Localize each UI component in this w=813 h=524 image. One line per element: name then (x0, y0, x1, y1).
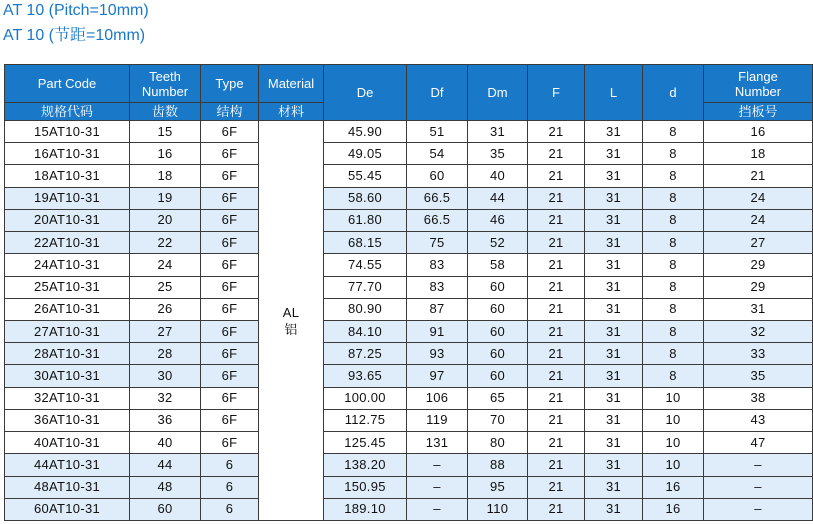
df-cell: 54 (407, 143, 468, 165)
de-cell: 84.10 (324, 320, 407, 342)
dm-cell: 60 (468, 298, 528, 320)
l-cell: 31 (585, 476, 643, 498)
df-cell: 83 (407, 254, 468, 276)
type-cell: 6F (201, 121, 259, 143)
type-cell: 6F (201, 276, 259, 298)
df-cell: 51 (407, 121, 468, 143)
df-cell: – (407, 498, 468, 520)
d-cell: 8 (643, 121, 704, 143)
flange-cell: 18 (704, 143, 813, 165)
type-cell: 6 (201, 476, 259, 498)
part-code-cell: 16AT10-31 (5, 143, 130, 165)
header-teeth-line1: Teeth (149, 68, 181, 84)
teeth-cell: 30 (130, 365, 201, 387)
df-cell: 106 (407, 387, 468, 409)
part-code-cell: 24AT10-31 (5, 254, 130, 276)
de-cell: 55.45 (324, 165, 407, 187)
table-row (5, 298, 813, 320)
table-row (5, 209, 813, 231)
df-cell: 60 (407, 165, 468, 187)
de-cell: 61.80 (324, 209, 407, 231)
flange-cell: 38 (704, 387, 813, 409)
teeth-cell: 16 (130, 143, 201, 165)
l-cell: 31 (585, 298, 643, 320)
df-cell: 91 (407, 320, 468, 342)
df-cell: 119 (407, 409, 468, 431)
l-cell: 31 (585, 432, 643, 454)
teeth-cell: 27 (130, 320, 201, 342)
page-title-pitch-cn: AT 10 (节距=10mm) (3, 27, 146, 44)
de-cell: 45.90 (324, 121, 407, 143)
header-dm: Dm (468, 65, 528, 121)
d-cell: 8 (643, 254, 704, 276)
df-cell: 131 (407, 432, 468, 454)
table-row (5, 387, 813, 409)
type-cell: 6F (201, 254, 259, 276)
d-cell: 8 (643, 165, 704, 187)
table-row (5, 143, 813, 165)
l-cell: 31 (585, 454, 643, 476)
l-cell: 31 (585, 209, 643, 231)
part-code-cell: 32AT10-31 (5, 387, 130, 409)
f-cell: 21 (528, 365, 585, 387)
f-cell: 21 (528, 476, 585, 498)
flange-cell: 33 (704, 343, 813, 365)
dm-cell: 44 (468, 187, 528, 209)
header-flange-line2: Number (734, 83, 782, 99)
df-cell: 97 (407, 365, 468, 387)
f-cell: 21 (528, 187, 585, 209)
header-material: Material (259, 65, 324, 103)
material-en: AL (282, 304, 300, 320)
header-teeth-number (130, 65, 201, 103)
df-cell: 66.5 (407, 187, 468, 209)
header-material-cn: 材料 (259, 103, 324, 121)
header-l: L (585, 65, 643, 121)
de-cell: 74.55 (324, 254, 407, 276)
material-cn: 铝 (284, 321, 298, 337)
l-cell: 31 (585, 365, 643, 387)
de-cell: 93.65 (324, 365, 407, 387)
header-f: F (528, 65, 585, 121)
dm-cell: 88 (468, 454, 528, 476)
d-cell: 8 (643, 365, 704, 387)
teeth-cell: 15 (130, 121, 201, 143)
header-flange-cn: 挡板号 (704, 103, 813, 121)
l-cell: 31 (585, 498, 643, 520)
table-row (5, 165, 813, 187)
df-cell: – (407, 476, 468, 498)
header-de: De (324, 65, 407, 121)
dm-cell: 70 (468, 409, 528, 431)
header-teeth-cn: 齿数 (130, 103, 201, 121)
teeth-cell: 48 (130, 476, 201, 498)
type-cell: 6F (201, 343, 259, 365)
table-row (5, 232, 813, 254)
de-cell: 80.90 (324, 298, 407, 320)
d-cell: 8 (643, 343, 704, 365)
part-code-cell: 60AT10-31 (5, 498, 130, 520)
l-cell: 31 (585, 165, 643, 187)
header-part-code: Part Code (5, 65, 130, 103)
type-cell: 6 (201, 454, 259, 476)
df-cell: – (407, 454, 468, 476)
de-cell: 125.45 (324, 432, 407, 454)
header-part-code-cn: 规格代码 (5, 103, 130, 121)
d-cell: 10 (643, 432, 704, 454)
d-cell: 16 (643, 498, 704, 520)
f-cell: 21 (528, 209, 585, 231)
page-title-pitch-en: AT 10 (Pitch=10mm) (3, 2, 149, 19)
f-cell: 21 (528, 432, 585, 454)
d-cell: 10 (643, 454, 704, 476)
dm-cell: 60 (468, 276, 528, 298)
de-cell: 77.70 (324, 276, 407, 298)
flange-cell: 24 (704, 209, 813, 231)
d-cell: 8 (643, 276, 704, 298)
table-row (5, 320, 813, 342)
dm-cell: 110 (468, 498, 528, 520)
df-cell: 66.5 (407, 209, 468, 231)
de-cell: 100.00 (324, 387, 407, 409)
header-df: Df (407, 65, 468, 121)
type-cell: 6F (201, 165, 259, 187)
f-cell: 21 (528, 276, 585, 298)
flange-cell: 47 (704, 432, 813, 454)
flange-cell: 29 (704, 254, 813, 276)
flange-cell: 27 (704, 232, 813, 254)
dm-cell: 60 (468, 365, 528, 387)
part-code-cell: 44AT10-31 (5, 454, 130, 476)
f-cell: 21 (528, 320, 585, 342)
f-cell: 21 (528, 498, 585, 520)
part-code-cell: 18AT10-31 (5, 165, 130, 187)
type-cell: 6F (201, 232, 259, 254)
df-cell: 75 (407, 232, 468, 254)
header-d: d (643, 65, 704, 121)
type-cell: 6F (201, 365, 259, 387)
flange-cell: 35 (704, 365, 813, 387)
part-code-cell: 15AT10-31 (5, 121, 130, 143)
flange-cell: 32 (704, 320, 813, 342)
l-cell: 31 (585, 187, 643, 209)
table-row (5, 476, 813, 498)
flange-cell: 29 (704, 276, 813, 298)
type-cell: 6 (201, 498, 259, 520)
f-cell: 21 (528, 232, 585, 254)
dm-cell: 35 (468, 143, 528, 165)
teeth-cell: 28 (130, 343, 201, 365)
type-cell: 6F (201, 209, 259, 231)
flange-cell: 16 (704, 121, 813, 143)
type-cell: 6F (201, 298, 259, 320)
part-code-cell: 40AT10-31 (5, 432, 130, 454)
type-cell: 6F (201, 432, 259, 454)
dm-cell: 31 (468, 121, 528, 143)
l-cell: 31 (585, 143, 643, 165)
teeth-cell: 44 (130, 454, 201, 476)
l-cell: 31 (585, 387, 643, 409)
part-code-cell: 36AT10-31 (5, 409, 130, 431)
table-row (5, 498, 813, 520)
spec-table (4, 64, 813, 521)
part-code-cell: 26AT10-31 (5, 298, 130, 320)
table-row (5, 432, 813, 454)
dm-cell: 46 (468, 209, 528, 231)
d-cell: 8 (643, 232, 704, 254)
teeth-cell: 36 (130, 409, 201, 431)
df-cell: 93 (407, 343, 468, 365)
l-cell: 31 (585, 276, 643, 298)
teeth-cell: 26 (130, 298, 201, 320)
l-cell: 31 (585, 254, 643, 276)
d-cell: 8 (643, 209, 704, 231)
f-cell: 21 (528, 254, 585, 276)
l-cell: 31 (585, 320, 643, 342)
part-code-cell: 30AT10-31 (5, 365, 130, 387)
table-row (5, 187, 813, 209)
d-cell: 8 (643, 298, 704, 320)
dm-cell: 60 (468, 320, 528, 342)
d-cell: 8 (643, 187, 704, 209)
header-flange-line1: Flange (738, 68, 778, 84)
d-cell: 10 (643, 409, 704, 431)
type-cell: 6F (201, 143, 259, 165)
f-cell: 21 (528, 454, 585, 476)
de-cell: 138.20 (324, 454, 407, 476)
l-cell: 31 (585, 343, 643, 365)
part-code-cell: 28AT10-31 (5, 343, 130, 365)
f-cell: 21 (528, 343, 585, 365)
part-code-cell: 25AT10-31 (5, 276, 130, 298)
df-cell: 83 (407, 276, 468, 298)
d-cell: 16 (643, 476, 704, 498)
table-row (5, 121, 813, 143)
teeth-cell: 32 (130, 387, 201, 409)
table-row (5, 276, 813, 298)
de-cell: 150.95 (324, 476, 407, 498)
header-flange-number (704, 65, 813, 103)
dm-cell: 52 (468, 232, 528, 254)
flange-cell: 21 (704, 165, 813, 187)
flange-cell: 24 (704, 187, 813, 209)
type-cell: 6F (201, 187, 259, 209)
table-row (5, 365, 813, 387)
teeth-cell: 22 (130, 232, 201, 254)
d-cell: 8 (643, 143, 704, 165)
de-cell: 68.15 (324, 232, 407, 254)
df-cell: 87 (407, 298, 468, 320)
f-cell: 21 (528, 143, 585, 165)
de-cell: 58.60 (324, 187, 407, 209)
de-cell: 49.05 (324, 143, 407, 165)
teeth-cell: 60 (130, 498, 201, 520)
type-cell: 6F (201, 409, 259, 431)
f-cell: 21 (528, 165, 585, 187)
teeth-cell: 25 (130, 276, 201, 298)
material-cell (259, 121, 324, 521)
part-code-cell: 20AT10-31 (5, 209, 130, 231)
d-cell: 8 (643, 320, 704, 342)
dm-cell: 60 (468, 343, 528, 365)
flange-cell: 31 (704, 298, 813, 320)
teeth-cell: 18 (130, 165, 201, 187)
dm-cell: 58 (468, 254, 528, 276)
dm-cell: 40 (468, 165, 528, 187)
teeth-cell: 40 (130, 432, 201, 454)
type-cell: 6F (201, 387, 259, 409)
teeth-cell: 19 (130, 187, 201, 209)
l-cell: 31 (585, 409, 643, 431)
part-code-cell: 19AT10-31 (5, 187, 130, 209)
de-cell: 189.10 (324, 498, 407, 520)
part-code-cell: 48AT10-31 (5, 476, 130, 498)
f-cell: 21 (528, 387, 585, 409)
de-cell: 112.75 (324, 409, 407, 431)
flange-cell: 43 (704, 409, 813, 431)
flange-cell: – (704, 454, 813, 476)
table-row (5, 454, 813, 476)
table-row (5, 409, 813, 431)
header-type: Type (201, 65, 259, 103)
part-code-cell: 22AT10-31 (5, 232, 130, 254)
l-cell: 31 (585, 121, 643, 143)
l-cell: 31 (585, 232, 643, 254)
teeth-cell: 24 (130, 254, 201, 276)
d-cell: 10 (643, 387, 704, 409)
part-code-cell: 27AT10-31 (5, 320, 130, 342)
header-type-cn: 结构 (201, 103, 259, 121)
flange-cell: – (704, 476, 813, 498)
f-cell: 21 (528, 298, 585, 320)
table-row (5, 254, 813, 276)
dm-cell: 65 (468, 387, 528, 409)
header-teeth-line2: Number (141, 83, 189, 99)
flange-cell: – (704, 498, 813, 520)
dm-cell: 95 (468, 476, 528, 498)
dm-cell: 80 (468, 432, 528, 454)
teeth-cell: 20 (130, 209, 201, 231)
f-cell: 21 (528, 409, 585, 431)
f-cell: 21 (528, 121, 585, 143)
de-cell: 87.25 (324, 343, 407, 365)
table-row (5, 343, 813, 365)
type-cell: 6F (201, 320, 259, 342)
